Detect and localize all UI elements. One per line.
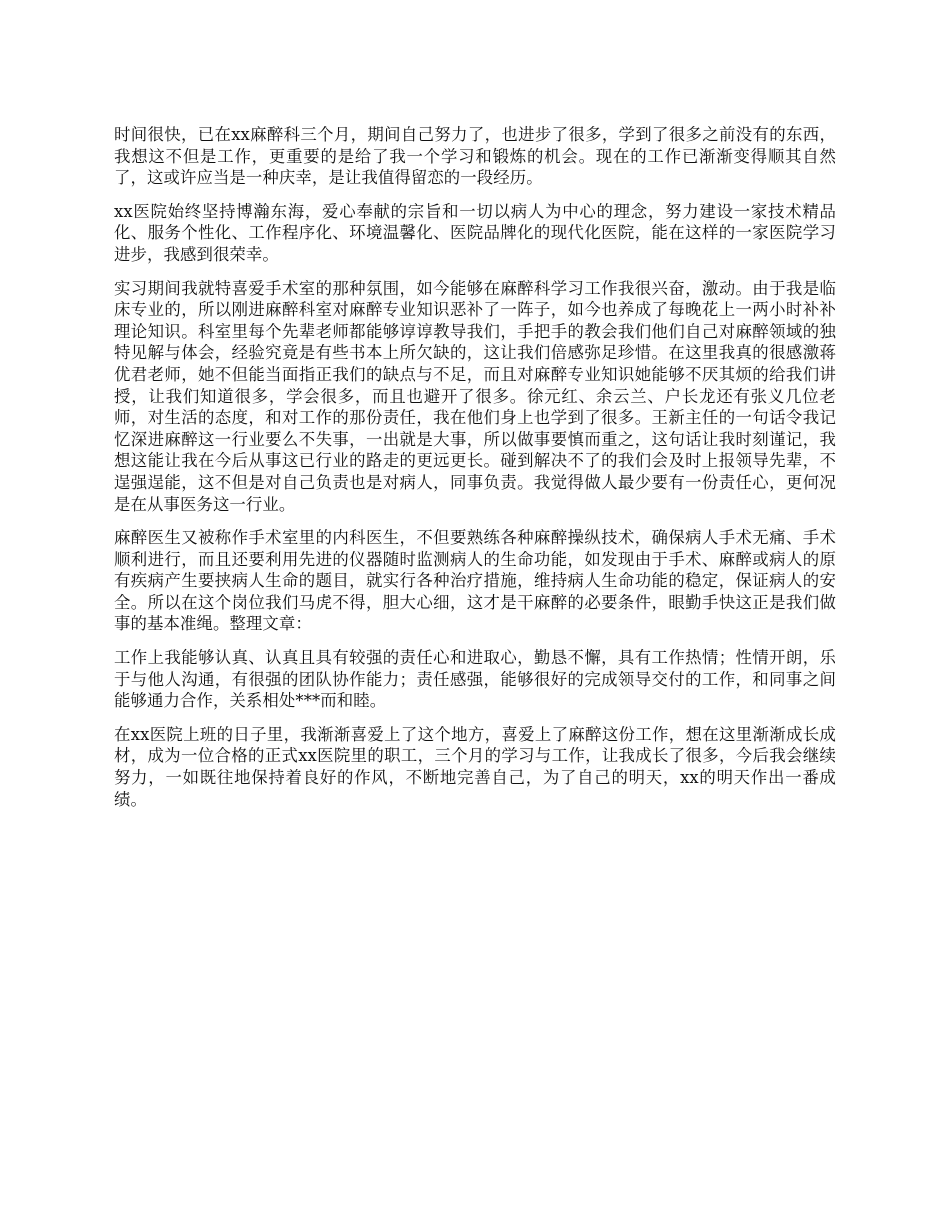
paragraph-1: 时间很快，已在xx麻醉科三个月，期间自己努力了，也进步了很多，学到了很多之前没有的东西，我想这不但是工作，更重要的是给了我一个学习和锻炼的机会。现在的工作已渐渐变得顺其自然了，这或许应当是一种庆幸，是让我值得留恋的一段经历。: [114, 125, 836, 188]
paragraph-4: 麻醉医生又被称作手术室里的内科医生，不但要熟练各种麻醉操纵技术，确保病人手术无痛、手术顺利进行，而且还要利用先进的仪器随时监测病人的生命功能，如发现由于手术、麻醉或病人的原有疾病产生要挟病人生命的题目，就实行各种治疗措施，维持病人生命功能的稳定，保证病人的安全。所以在这个岗位我们马虎不得，胆大心细，这才是干麻醉的必要条件，眼勤手快这正是我们做事的基本准绳。整理文章：: [114, 528, 836, 634]
paragraph-5: 工作上我能够认真、认真且具有较强的责任心和进取心，勤恳不懈，具有工作热情；性情开朗，乐于与他人沟通，有很强的团队协作能力；责任感强，能够很好的完成领导交付的工作，和同事之间能够通力合作，关系相处***而和睦。: [114, 648, 836, 711]
paragraph-6: 在xx医院上班的日子里，我渐渐喜爱上了这个地方，喜爱上了麻醉这份工作，想在这里渐渐成长成材，成为一位合格的正式xx医院里的职工，三个月的学习与工作，让我成长了很多，今后我会继续努力，一如既往地保持着良好的作风，不断地完善自己，为了自己的明天，xx的明天作出一番成绩。: [114, 724, 836, 809]
paragraph-2: xx医院始终坚持博瀚东海，爱心奉献的宗旨和一切以病人为中心的理念，努力建设一家技术精品化、服务个性化、工作程序化、环境温馨化、医院品牌化的现代化医院，能在这样的一家医院学习进步，我感到很荣幸。: [114, 201, 836, 264]
paragraph-3: 实习期间我就特喜爱手术室的那种氛围，如今能够在麻醉科学习工作我很兴奋，激动。由于我是临床专业的，所以刚进麻醉科室对麻醉专业知识恶补了一阵子，如今也养成了每晚花上一两小时补补理论知识。科室里每个先辈老师都能够谆谆教导我们，手把手的教会我们他们自己对麻醉领域的独特见解与体会，经验究竟是有些书本上所欠缺的，这让我们倍感弥足珍惜。在这里我真的很感激蒋优君老师，她不但能当面指正我们的缺点与不足，而且对麻醉专业知识她能够不厌其烦的给我们讲授，让我们知道很多，学会很多，而且也避开了很多。徐元红、余云兰、户长龙还有张义几位老师，对生活的态度，和对工作的那份责任，我在他们身上也学到了很多。王新主任的一句话令我记忆深进麻醉这一行业要么不失事，一出就是大事，所以做事要慎而重之，这句话让我时刻谨记，我想这能让我在今后从事这已行业的路走的更远更长。碰到解决不了的我们会及时上报领导先辈，不逞强逞能，这不但是对自己负责也是对病人，同事负责。我觉得做人最少要有一份责任心，更何况是在从事医务这一行业。: [114, 278, 836, 514]
document-body: [114, 124, 836, 822]
